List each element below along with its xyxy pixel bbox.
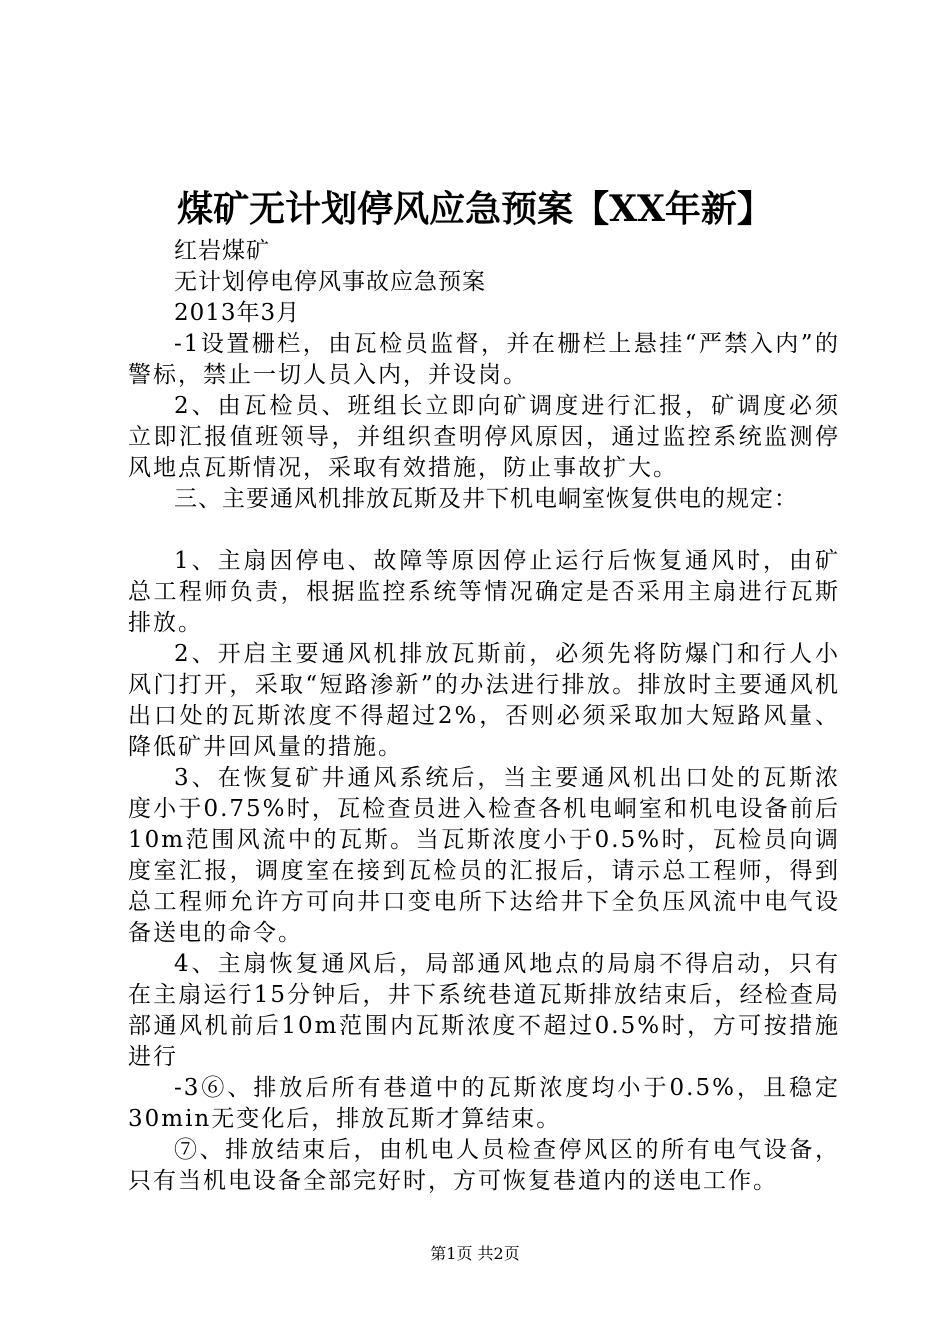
paragraph-item-6: -3⑥、排放后所有巷道中的瓦斯浓度均小于0.5%，且稳定30min无变化后，排放瓦斯才算结束。 [128, 1075, 840, 1132]
paragraph-plan-name: 无计划停电停风事故应急预案 [174, 269, 486, 295]
paragraph-item-3: 3、在恢复矿井通风系统后，当主要通风机出口处的瓦斯浓度小于0.75%时，瓦检查员进入检查各机电峒室和机电设备前后10m范围风流中的瓦斯。当瓦斯浓度小于0.5%时，瓦检员向调度室汇报，调度室在接到瓦检员的汇报后，请示总工程师，得到总工程师允许方可向井口变电所下达给井下全负压风流中电气设备送电的命令。 [128, 765, 840, 946]
paragraph-date: 2013年3月 [174, 300, 301, 326]
paragraph-fence: -1设置栅栏，由瓦检员监督，并在栅栏上悬挂“严禁入内”的警标，禁止一切人员入内，并设岗。 [128, 331, 840, 388]
paragraph-item-7: ⑦、排放结束后，由机电人员检查停风区的所有电气设备，只有当机电设备全部完好时，方可恢复巷道内的送电工作。 [128, 1137, 840, 1194]
document-body [128, 236, 840, 1197]
paragraph-item-2: 2、开启主要通风机排放瓦斯前，必须先将防爆门和行人小风门打开，采取“短路渗新”的办法进行排放。排放时主要通风机出口处的瓦斯浓度不得超过2%，否则必须采取加大短路风量、降低矿井回风量的措施。 [128, 641, 840, 760]
paragraph-company: 红岩煤矿 [174, 238, 270, 264]
paragraph-report: 2、由瓦检员、班组长立即向矿调度进行汇报，矿调度必须立即汇报值班领导，并组织查明停风原因，通过监控系统监测停风地点瓦斯情况，采取有效措施，防止事故扩大。 [128, 393, 840, 481]
page-number: 第1页 共2页 [430, 1244, 520, 1263]
paragraph-item-1: 1、主扇因停电、故障等原因停止运行后恢复通风时，由矿总工程师负责，根据监控系统等情况确定是否采用主扇进行瓦斯排放。 [128, 548, 840, 636]
document-title: 煤矿无计划停风应急预案【XX年新】 [177, 188, 773, 230]
section-heading-three: 三、主要通风机排放瓦斯及井下机电峒室恢复供电的规定： [174, 486, 798, 512]
paragraph-item-4: 4、主扇恢复通风后，局部通风地点的局扇不得启动，只有在主扇运行15分钟后，井下系统巷道瓦斯排放结束后，经检查局部通风机前后10m范围内瓦斯浓度不超过0.5%时，方可按措施进行 [128, 951, 840, 1070]
